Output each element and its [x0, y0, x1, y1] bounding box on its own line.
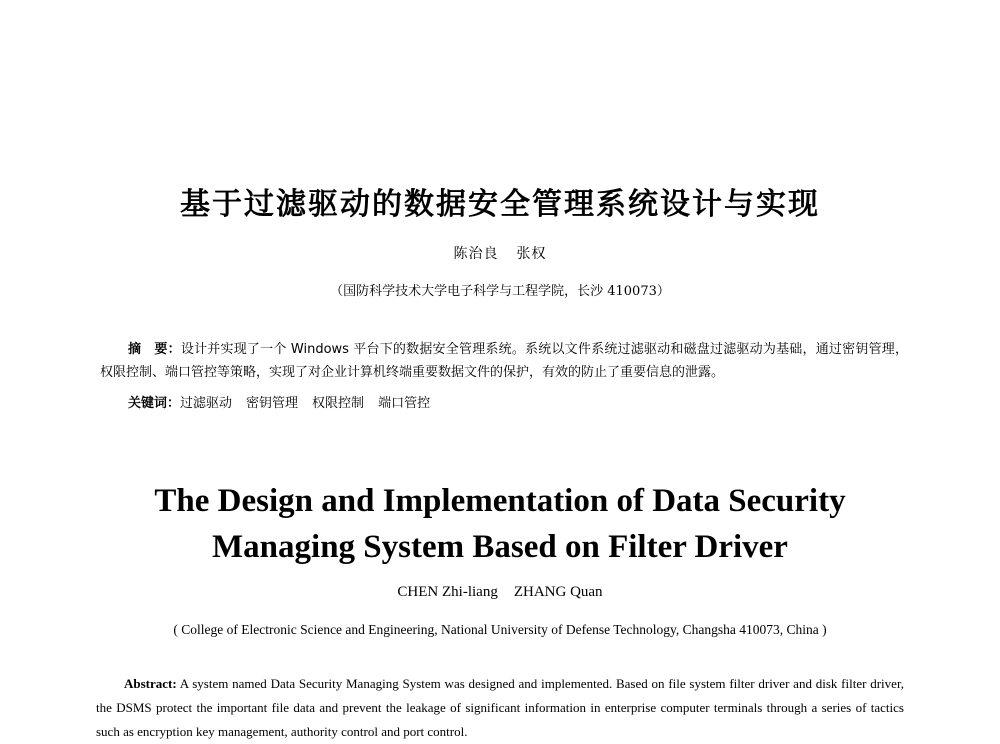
- english-title-line-1: The Design and Implementation of Data Security: [154, 483, 846, 519]
- chinese-title: 基于过滤驱动的数据安全管理系统设计与实现: [180, 187, 820, 222]
- author-1-en: CHEN Zhi-liang: [397, 584, 498, 600]
- keyword-2: 密钥管理: [246, 396, 299, 411]
- chinese-affiliation: （国防科学技术大学电子科学与工程学院，长沙 410073）: [330, 284, 670, 299]
- english-abstract-label: Abstract:: [124, 676, 177, 691]
- chinese-abstract-label: 摘 要：: [128, 342, 181, 357]
- english-affiliation: ( College of Electronic Science and Engineering, National University of Defense Technology, Changsha 410073, China ): [173, 622, 827, 637]
- english-abstract-text: A system named Data Security Managing System was designed and implemented. Based on file system filter driver and disk filter driver, the DSMS protect the important file data and prevent the leakage of significant information in enterprise computer terminals through a series of tactics such as encryption key management, authority control and port control.: [96, 676, 904, 739]
- keyword-4: 端口管控: [378, 396, 431, 411]
- english-abstract: [96, 672, 904, 744]
- chinese-authors: [0, 244, 1000, 264]
- keyword-3: 权限控制: [312, 396, 365, 411]
- english-title: [0, 478, 1000, 570]
- english-title-line-2: Managing System Based on Filter Driver: [212, 529, 788, 565]
- author-2-en: ZHANG Quan: [513, 584, 603, 600]
- chinese-keywords-label: 关键词：: [128, 396, 181, 411]
- keyword-1: 过滤驱动: [180, 396, 233, 411]
- english-authors: [0, 582, 1000, 602]
- author-2-cn: 张权: [516, 246, 547, 262]
- chinese-abstract-text: 设计并实现了一个 Windows 平台下的数据安全管理系统。系统以文件系统过滤驱动和磁盘过滤驱动为基础，通过密钥管理，权限控制、端口管控等策略，实现了对企业计算机终端重要数据文件的保护，有效的防止了重要信息的泄露。: [100, 342, 908, 380]
- author-1-cn: 陈治良: [453, 246, 499, 262]
- chinese-abstract: [100, 338, 908, 384]
- chinese-keywords: [128, 394, 908, 414]
